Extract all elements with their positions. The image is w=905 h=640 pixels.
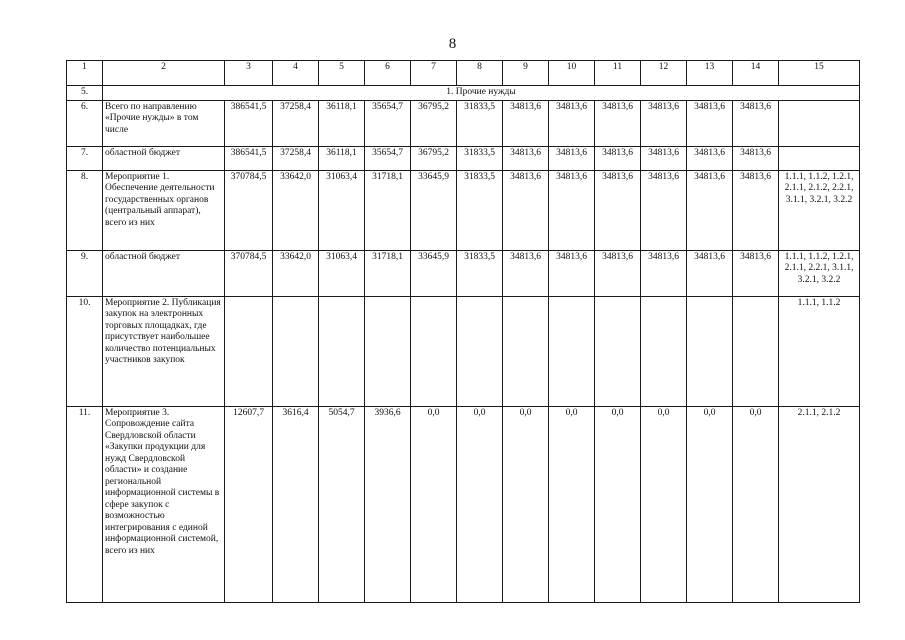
value-cell: 0,0 [549, 406, 595, 602]
header-cell: 5 [319, 61, 365, 86]
value-cell: 31718,1 [365, 170, 411, 250]
value-cell [273, 296, 319, 406]
header-cell: 7 [411, 61, 457, 86]
row-description: Всего по направлению «Прочие нужды» в том числе [103, 100, 225, 146]
budget-table [66, 60, 860, 603]
table-row [67, 170, 860, 250]
value-cell: 34813,6 [733, 250, 779, 296]
header-cell: 11 [595, 61, 641, 86]
value-cell: 3616,4 [273, 406, 319, 602]
value-cell: 33645,9 [411, 170, 457, 250]
row-description: Мероприятие 2. Публикация закупок на электронных торговых площадках, где присутствует наибольшее количество потенциальных участников закупок [103, 296, 225, 406]
header-row [67, 61, 860, 86]
value-cell: 0,0 [411, 406, 457, 602]
section-row [67, 86, 860, 101]
target-codes: 1.1.1, 1.1.2, 1.2.1, 2.1.1, 2.1.2, 2.2.1, 3.1.1, 3.2.1, 3.2.2 [779, 170, 860, 250]
value-cell: 3936,6 [365, 406, 411, 602]
target-codes: 1.1.1, 1.1.2, 1.2.1, 2.1.1, 2.2.1, 3.1.1, 3.2.1, 3.2.2 [779, 250, 860, 296]
value-cell [457, 296, 503, 406]
value-cell: 12607,7 [225, 406, 273, 602]
value-cell: 31063,4 [319, 170, 365, 250]
value-cell: 36795,2 [411, 100, 457, 146]
value-cell [733, 296, 779, 406]
value-cell: 370784,5 [225, 250, 273, 296]
value-cell: 34813,6 [549, 170, 595, 250]
value-cell: 33642,0 [273, 170, 319, 250]
header-cell: 15 [779, 61, 860, 86]
value-cell: 35654,7 [365, 146, 411, 170]
header-cell: 12 [641, 61, 687, 86]
value-cell: 31718,1 [365, 250, 411, 296]
row-number: 9. [67, 250, 103, 296]
row-description: областной бюджет [103, 146, 225, 170]
row-number: 7. [67, 146, 103, 170]
value-cell [225, 296, 273, 406]
value-cell: 33642,0 [273, 250, 319, 296]
header-cell: 1 [67, 61, 103, 86]
value-cell: 37258,4 [273, 100, 319, 146]
value-cell: 34813,6 [503, 100, 549, 146]
row-description: областной бюджет [103, 250, 225, 296]
value-cell: 31833,5 [457, 250, 503, 296]
value-cell: 34813,6 [549, 100, 595, 146]
value-cell: 36118,1 [319, 100, 365, 146]
value-cell: 34813,6 [503, 170, 549, 250]
value-cell: 0,0 [457, 406, 503, 602]
value-cell: 31063,4 [319, 250, 365, 296]
value-cell: 34813,6 [733, 146, 779, 170]
value-cell: 34813,6 [687, 100, 733, 146]
value-cell: 34813,6 [595, 100, 641, 146]
target-codes: 1.1.1, 1.1.2 [779, 296, 860, 406]
target-codes: 2.1.1, 2.1.2 [779, 406, 860, 602]
header-cell: 10 [549, 61, 595, 86]
value-cell [595, 296, 641, 406]
value-cell: 0,0 [687, 406, 733, 602]
value-cell: 0,0 [503, 406, 549, 602]
header-cell: 6 [365, 61, 411, 86]
value-cell: 0,0 [733, 406, 779, 602]
header-cell: 2 [103, 61, 225, 86]
header-cell: 14 [733, 61, 779, 86]
row-description: Мероприятие 1. Обеспечение деятельности государственных органов (центральный аппарат), всего из них [103, 170, 225, 250]
value-cell: 31833,5 [457, 146, 503, 170]
section-title: 1. Прочие нужды [103, 86, 860, 101]
row-number: 10. [67, 296, 103, 406]
table-row [67, 100, 860, 146]
value-cell [641, 296, 687, 406]
value-cell [549, 296, 595, 406]
value-cell: 33645,9 [411, 250, 457, 296]
value-cell [411, 296, 457, 406]
row-description: Мероприятие 3. Сопровождение сайта Свердловской области «Закупки продукции для нужд Свердловской области» и создание региональной информационной системы в сфере закупок с возможностью интегрирования с единой информационной системой, всего из них [103, 406, 225, 602]
header-cell: 8 [457, 61, 503, 86]
value-cell: 34813,6 [503, 146, 549, 170]
table-row [67, 250, 860, 296]
table-row [67, 406, 860, 602]
header-cell: 4 [273, 61, 319, 86]
value-cell: 0,0 [595, 406, 641, 602]
value-cell [503, 296, 549, 406]
value-cell: 31833,5 [457, 100, 503, 146]
row-number: 6. [67, 100, 103, 146]
row-number: 11. [67, 406, 103, 602]
row-number: 5. [67, 86, 103, 101]
value-cell: 37258,4 [273, 146, 319, 170]
header-cell: 3 [225, 61, 273, 86]
value-cell: 31833,5 [457, 170, 503, 250]
value-cell: 34813,6 [641, 146, 687, 170]
value-cell: 34813,6 [687, 250, 733, 296]
value-cell [687, 296, 733, 406]
value-cell: 34813,6 [733, 170, 779, 250]
value-cell: 34813,6 [595, 170, 641, 250]
header-cell: 9 [503, 61, 549, 86]
header-cell: 13 [687, 61, 733, 86]
value-cell: 386541,5 [225, 100, 273, 146]
row-number: 8. [67, 170, 103, 250]
value-cell: 34813,6 [687, 170, 733, 250]
target-codes [779, 146, 860, 170]
value-cell [319, 296, 365, 406]
value-cell: 34813,6 [641, 250, 687, 296]
table-row [67, 296, 860, 406]
value-cell: 34813,6 [733, 100, 779, 146]
value-cell: 34813,6 [595, 250, 641, 296]
value-cell: 370784,5 [225, 170, 273, 250]
value-cell: 34813,6 [549, 250, 595, 296]
value-cell: 34813,6 [549, 146, 595, 170]
value-cell: 34813,6 [595, 146, 641, 170]
value-cell: 35654,7 [365, 100, 411, 146]
target-codes [779, 100, 860, 146]
value-cell: 36795,2 [411, 146, 457, 170]
value-cell [365, 296, 411, 406]
table-row [67, 146, 860, 170]
value-cell: 34813,6 [687, 146, 733, 170]
value-cell: 34813,6 [641, 100, 687, 146]
value-cell: 36118,1 [319, 146, 365, 170]
value-cell: 386541,5 [225, 146, 273, 170]
page-number: 8 [448, 36, 457, 52]
value-cell: 0,0 [641, 406, 687, 602]
value-cell: 5054,7 [319, 406, 365, 602]
value-cell: 34813,6 [503, 250, 549, 296]
value-cell: 34813,6 [641, 170, 687, 250]
